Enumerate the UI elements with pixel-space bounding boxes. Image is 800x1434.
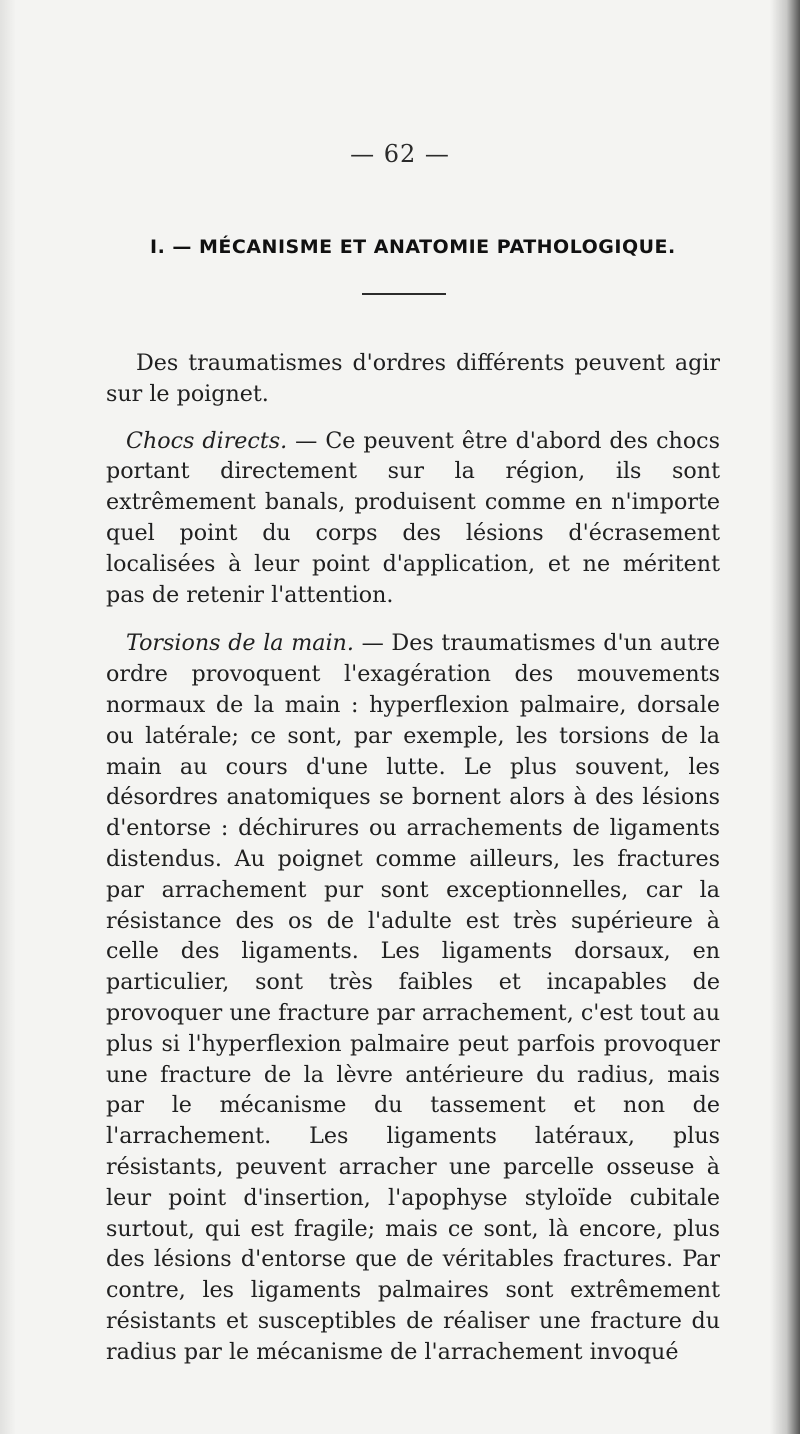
section-heading: I. — MÉCANISME ET ANATOMIE PATHOLOGIQUE. — [150, 236, 676, 258]
page-body — [106, 348, 720, 1368]
paragraph — [106, 348, 720, 410]
paragraph-text: — Ce peuvent être d'abord des chocs portant directement sur la région, ils sont extrêmement banals, produisent comme en n'importe quel point du corps des lésions d'écrasement localisées à leur point d'application, et ne méritent pas de retenir l'attention. — [106, 427, 720, 608]
heading-rule — [362, 293, 446, 295]
paragraph-lead: Torsions de la main. — [126, 630, 354, 657]
paragraph — [106, 426, 720, 611]
page-edge-shadow — [770, 0, 800, 1434]
paragraph — [106, 628, 720, 1367]
paragraph-lead: Chocs directs. — [126, 427, 288, 454]
paragraph-text: — Des traumatismes d'un autre ordre provoquent l'exagération des mouvements normaux de la main : hyperflexion palmaire, dorsale ou latérale; ce sont, par exemple, les torsions de la main au cours d'une lutte. Le plus souvent, les désordres anatomiques se bornent alors à des lésions d'entorse : déchirures ou arrachements de ligaments distendus. Au poignet comme ailleurs, les fractures par arrachement pur sont exceptionnelles, car la résistance des os de l'adulte est très supérieure à celle des ligaments. Les ligaments dorsaux, en particulier, sont très faibles et incapables de provoquer une fracture par arrachement, c'est tout au plus si l'hyperflexion palmaire peut parfois provoquer une fracture de la lèvre antérieure du radius, mais par le mécanisme du tassement et non de l'arrachement. Les ligaments latéraux, plus résistants, peuvent arracher une parcelle osseuse à leur point d'insertion, l'apophyse styloïde cubitale surtout, qui est fragile; mais ce sont, là encore, plus des lésions d'entorse que de véritables fractures. Par contre, les ligaments palmaires sont extrêmement résistants et susceptibles de réaliser une fracture du radius par le mécanisme de l'arrachement invoqué — [106, 630, 721, 1365]
page-gutter-shadow — [0, 0, 16, 1434]
page-number: — 62 — — [350, 140, 450, 168]
paragraph-text: Des traumatismes d'ordres différents peuvent agir sur le poignet. — [106, 350, 720, 407]
